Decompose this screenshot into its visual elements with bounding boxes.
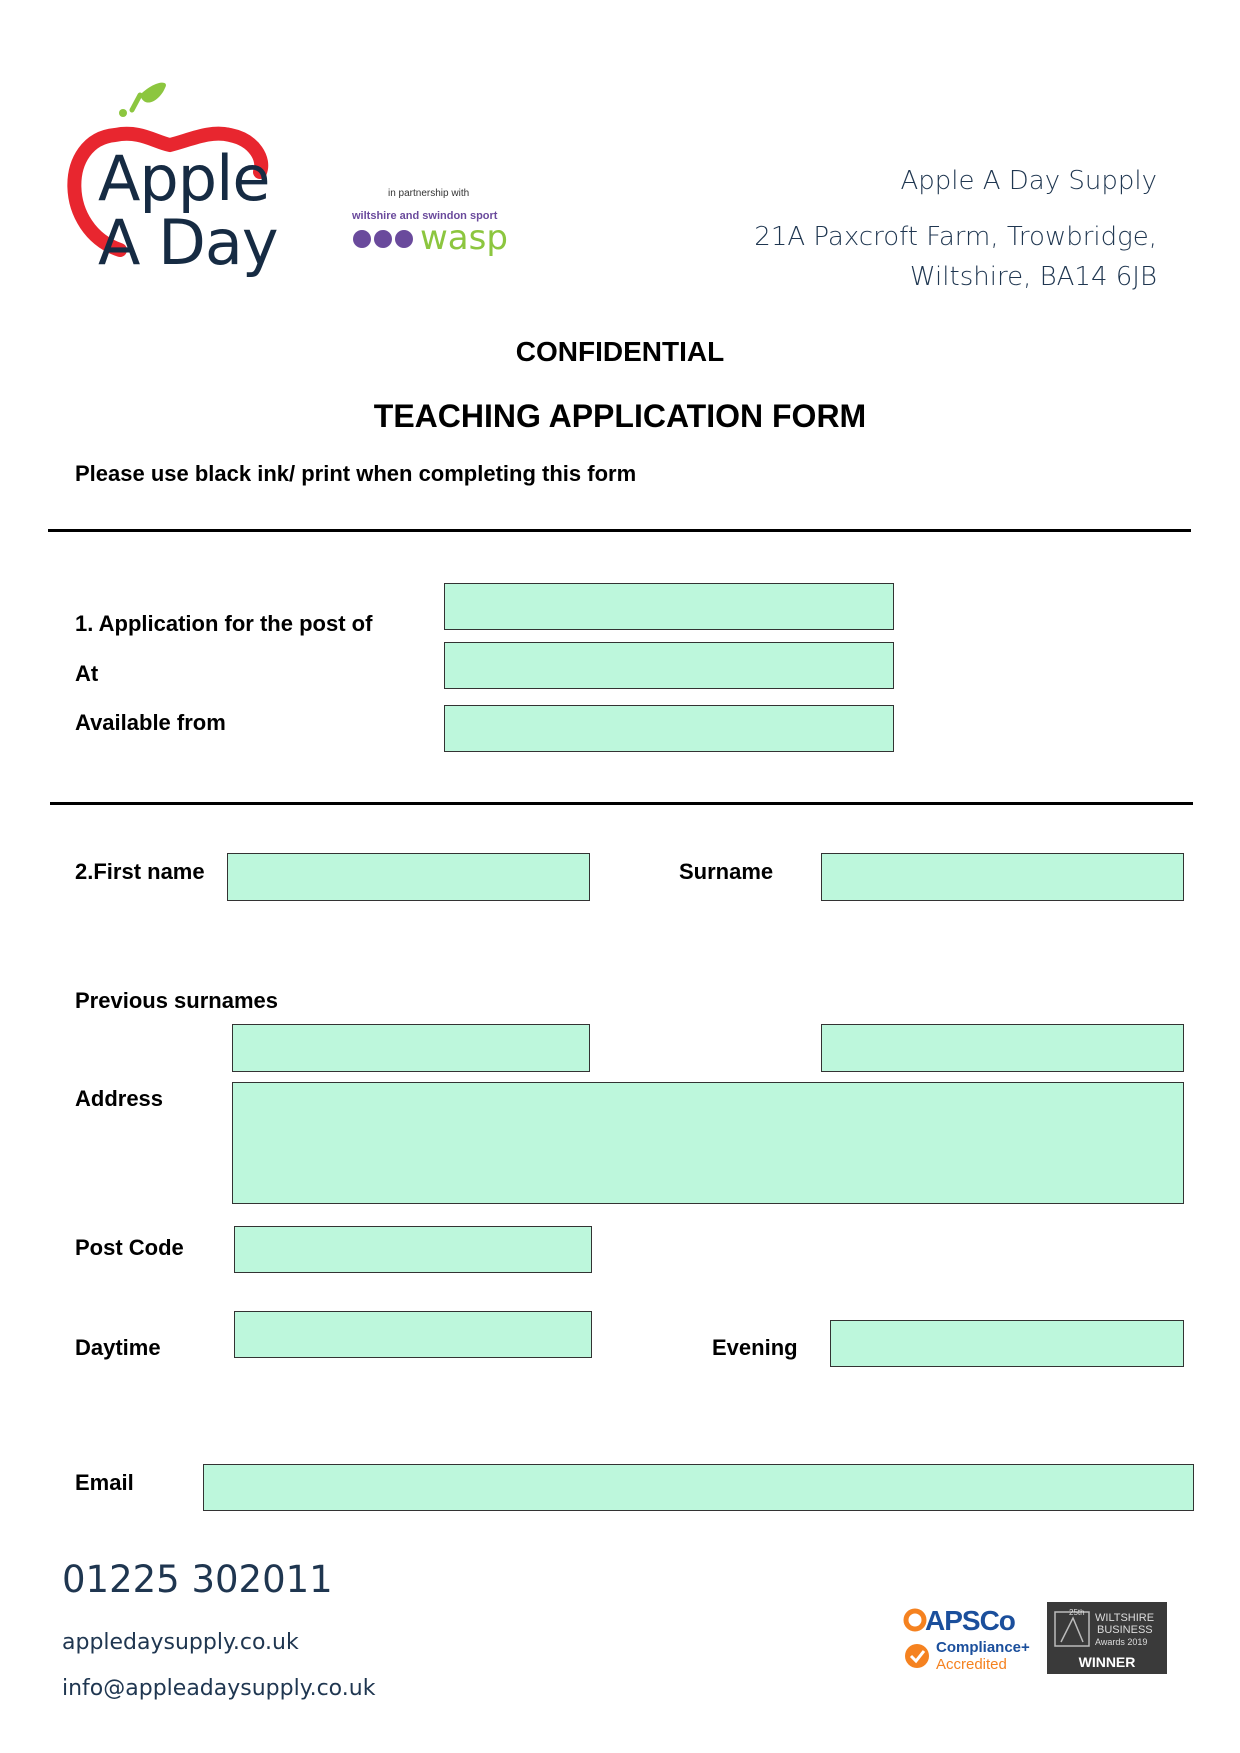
- previous-surname-field-2[interactable]: [821, 1024, 1184, 1072]
- partner-figures-icon: [352, 228, 422, 250]
- evening-label: Evening: [712, 1335, 798, 1360]
- at-label: At: [75, 661, 99, 686]
- evening-phone-field[interactable]: [830, 1320, 1184, 1367]
- award-result: WINNER: [1078, 1654, 1136, 1670]
- daytime-label: Daytime: [75, 1335, 161, 1360]
- award-badge: [1047, 1602, 1167, 1674]
- logo-line-1: Apple: [98, 142, 270, 215]
- address-field[interactable]: [232, 1082, 1184, 1204]
- confidential-heading: CONFIDENTIAL: [515, 336, 725, 367]
- section-divider-middle: [50, 802, 1193, 805]
- address-label: Address: [75, 1086, 164, 1111]
- company-name: Apple A Day Supply: [900, 166, 1157, 196]
- email-label: Email: [75, 1470, 134, 1495]
- check-icon: [904, 1643, 930, 1669]
- first-name-label: 2.First name: [75, 859, 205, 884]
- apsco-logo-icon: [903, 1607, 927, 1633]
- available-from-label: Available from: [75, 710, 226, 735]
- company-address-line-2: Wiltshire, BA14 6JB: [909, 262, 1157, 292]
- award-line-2: BUSINESS: [1097, 1624, 1153, 1636]
- award-line-3: Awards 2019: [1095, 1637, 1148, 1647]
- apsco-badge: [903, 1605, 1043, 1677]
- at-field[interactable]: [444, 642, 894, 689]
- company-address-line-1: 21A Paxcroft Farm, Trowbridge,: [754, 222, 1157, 252]
- partner-brand: wasp: [420, 218, 508, 258]
- email-field[interactable]: [203, 1464, 1194, 1511]
- post-field[interactable]: [444, 583, 894, 630]
- daytime-phone-field[interactable]: [234, 1311, 592, 1358]
- post-label: 1. Application for the post of: [75, 611, 373, 636]
- footer-phone: 01225 302011: [62, 1558, 333, 1601]
- first-name-field[interactable]: [227, 853, 590, 901]
- post-code-label: Post Code: [75, 1235, 184, 1260]
- apsco-name: APSCo: [925, 1605, 1015, 1636]
- apsco-compliance: Compliance+: [936, 1639, 1030, 1656]
- award-anniversary: 25th: [1069, 1608, 1085, 1617]
- post-code-field[interactable]: [234, 1226, 592, 1273]
- footer-email[interactable]: info@appleadaysupply.co.uk: [62, 1676, 376, 1701]
- award-line-1: WILTSHIRE: [1095, 1612, 1155, 1624]
- logo-line-2: A Day: [98, 206, 278, 279]
- partner-org: wiltshire and swindon sport: [352, 210, 498, 222]
- form-title: TEACHING APPLICATION FORM: [373, 398, 867, 434]
- partner-logo: [350, 188, 520, 268]
- surname-field[interactable]: [821, 853, 1184, 901]
- apsco-accredited: Accredited: [936, 1656, 1007, 1673]
- previous-surnames-label: Previous surnames: [75, 988, 278, 1013]
- footer-website[interactable]: appledaysupply.co.uk: [62, 1630, 299, 1655]
- section-divider-top: [48, 529, 1191, 532]
- surname-label: Surname: [679, 859, 774, 884]
- form-instruction: Please use black ink/ print when completing this form: [75, 461, 637, 486]
- partner-intro: in partnership with: [388, 188, 470, 199]
- previous-surname-field-1[interactable]: [232, 1024, 590, 1072]
- available-from-field[interactable]: [444, 705, 894, 752]
- company-logo: [60, 80, 310, 300]
